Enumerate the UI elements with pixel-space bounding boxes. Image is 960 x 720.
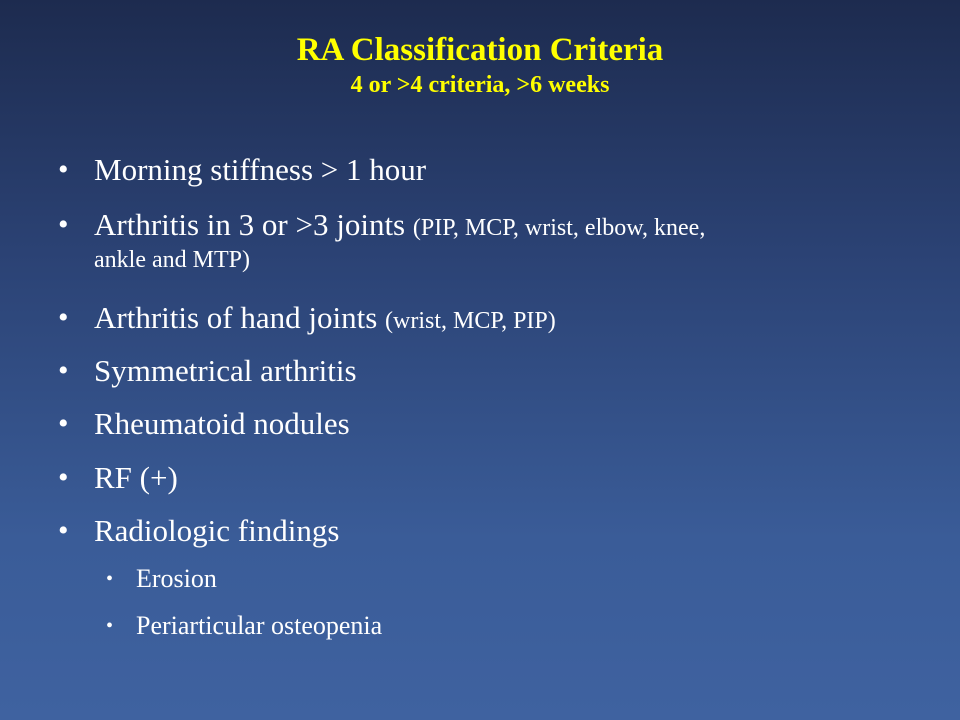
slide-subtitle: 4 or >4 criteria, >6 weeks: [350, 72, 610, 98]
bullet-text: Radiologic findings: [94, 513, 340, 548]
bullet-dot: •: [58, 301, 69, 334]
sub-bullet-dot: •: [106, 568, 114, 590]
bullet-text: Arthritis in 3 or >3 joints: [94, 207, 413, 242]
bullet-text: Symmetrical arthritis: [94, 353, 357, 388]
slide-title: RA Classification Criteria: [296, 32, 664, 68]
sub-bullet-text: Periarticular osteopenia: [136, 611, 383, 640]
bullet-text: RF (+): [94, 460, 178, 495]
sub-bullet-dot: •: [106, 615, 114, 637]
bullet-dot: •: [58, 208, 69, 241]
bullet-text: Rheumatoid nodules: [94, 406, 350, 441]
bullet-text: Morning stiffness > 1 hour: [94, 152, 427, 187]
bullet-dot: •: [58, 153, 69, 186]
bullet-dot: •: [58, 407, 69, 440]
sub-bullet-text: Erosion: [136, 564, 217, 593]
bullet-text: Arthritis of hand joints: [94, 300, 386, 335]
bullet-note: (wrist, MCP, PIP): [385, 308, 556, 334]
bullet-dot: •: [58, 461, 69, 494]
bullet-dot: •: [58, 514, 69, 547]
bullet-continuation: ankle and MTP): [94, 247, 250, 273]
bullet-dot: •: [58, 354, 69, 387]
bullet-note: (PIP, MCP, wrist, elbow, knee,: [412, 215, 706, 241]
